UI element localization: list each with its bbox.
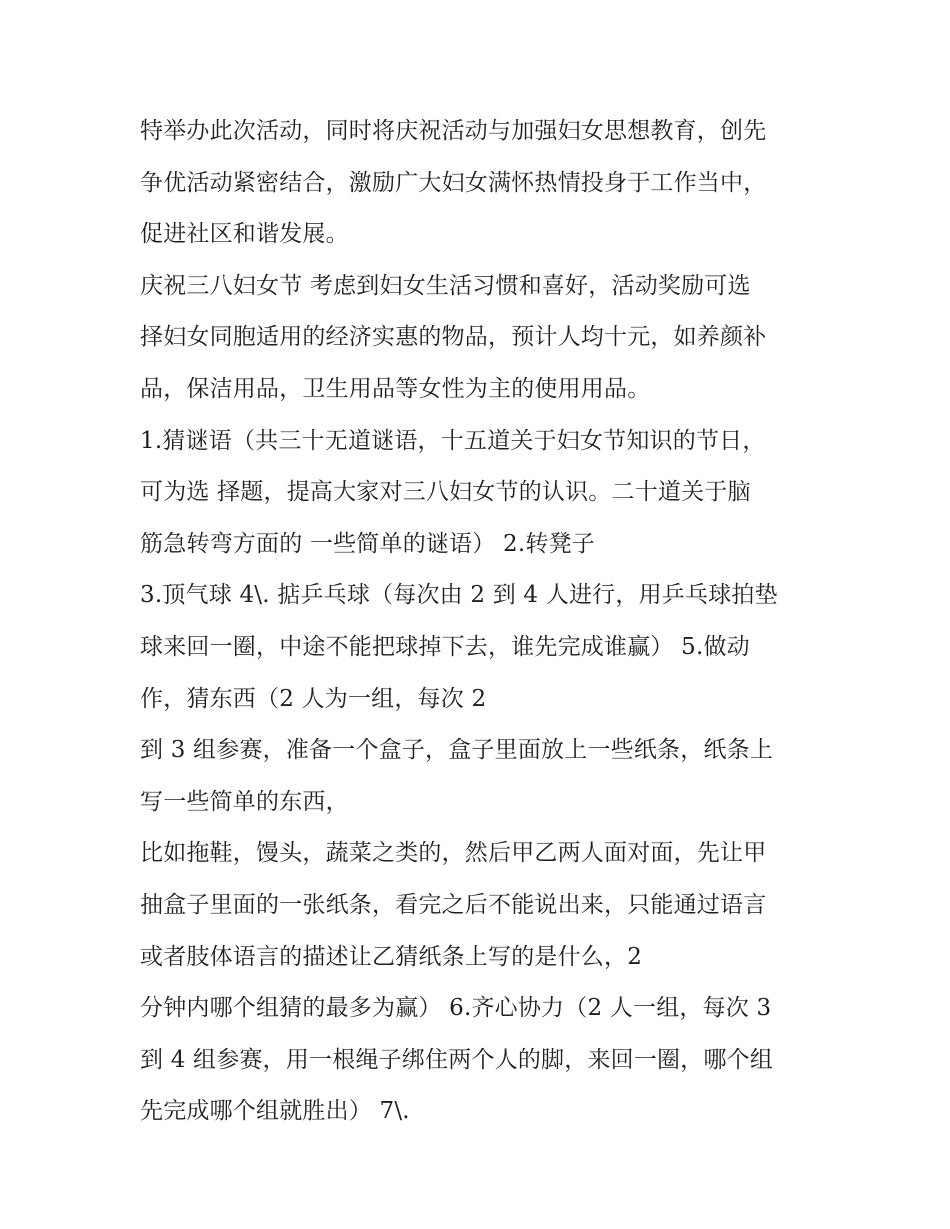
- text-line: 可为选 择题，提高大家对三八妇女节的认识。二十道关于脑: [140, 479, 751, 506]
- text-line: 先完成哪个组就胜出） 7\.: [140, 1098, 410, 1125]
- text-line: 特举办此次活动，同时将庆祝活动与加强妇女思想教育，创先: [140, 118, 767, 144]
- text-line: 3.顶气球 4\. 掂乒乓球（每次由 2 到 4 人进行，用乒乓球拍垫: [140, 582, 778, 609]
- text-line: 到 4 组参赛，用一根绳子绑住两个人的脚，来回一圈，哪个组: [140, 1046, 774, 1073]
- text-line: 球来回一圈，中途不能把球掉下去，谁先完成谁赢） 5.做动: [140, 633, 750, 660]
- text-line: 抽盒子里面的一张纸条，看完之后不能说出来，只能通过语言: [140, 891, 767, 918]
- text-line: 促进社区和谐发展。: [140, 221, 349, 248]
- text-line: 写一些简单的东西，: [140, 788, 349, 815]
- text-line: 比如拖鞋，馒头，蔬菜之类的，然后甲乙两人面对面，先让甲: [140, 840, 767, 867]
- text-line: 择妇女同胞适用的经济实惠的物品，预计人均十元，如养颜补: [140, 324, 767, 351]
- text-line: 作，猜东西（2 人为一组，每次 2: [140, 685, 487, 712]
- text-line: 品，保洁用品，卫生用品等女性为主的使用用品。: [140, 375, 651, 402]
- text-line: 分钟内哪个组猜的最多为赢） 6.齐心协力（2 人一组，每次 3: [140, 995, 772, 1022]
- text-line: 到 3 组参赛，准备一个盒子，盒子里面放上一些纸条，纸条上: [140, 737, 774, 764]
- text-line: 1.猜谜语（共三十无道谜语，十五道关于妇女节知识的节日，: [140, 427, 766, 454]
- text-line: 筋急转弯方面的 一些简单的谜语） 2.转凳子: [140, 530, 595, 557]
- text-line: 争优活动紧密结合，激励广大妇女满怀热情投身于工作当中，: [140, 169, 767, 196]
- document-body: [140, 106, 830, 1138]
- text-line: 庆祝三八妇女节 考虑到妇女生活习惯和喜好，活动奖励可选: [140, 272, 751, 299]
- text-line: 或者肢体语言的描述让乙猜纸条上写的是什么，2: [140, 943, 643, 970]
